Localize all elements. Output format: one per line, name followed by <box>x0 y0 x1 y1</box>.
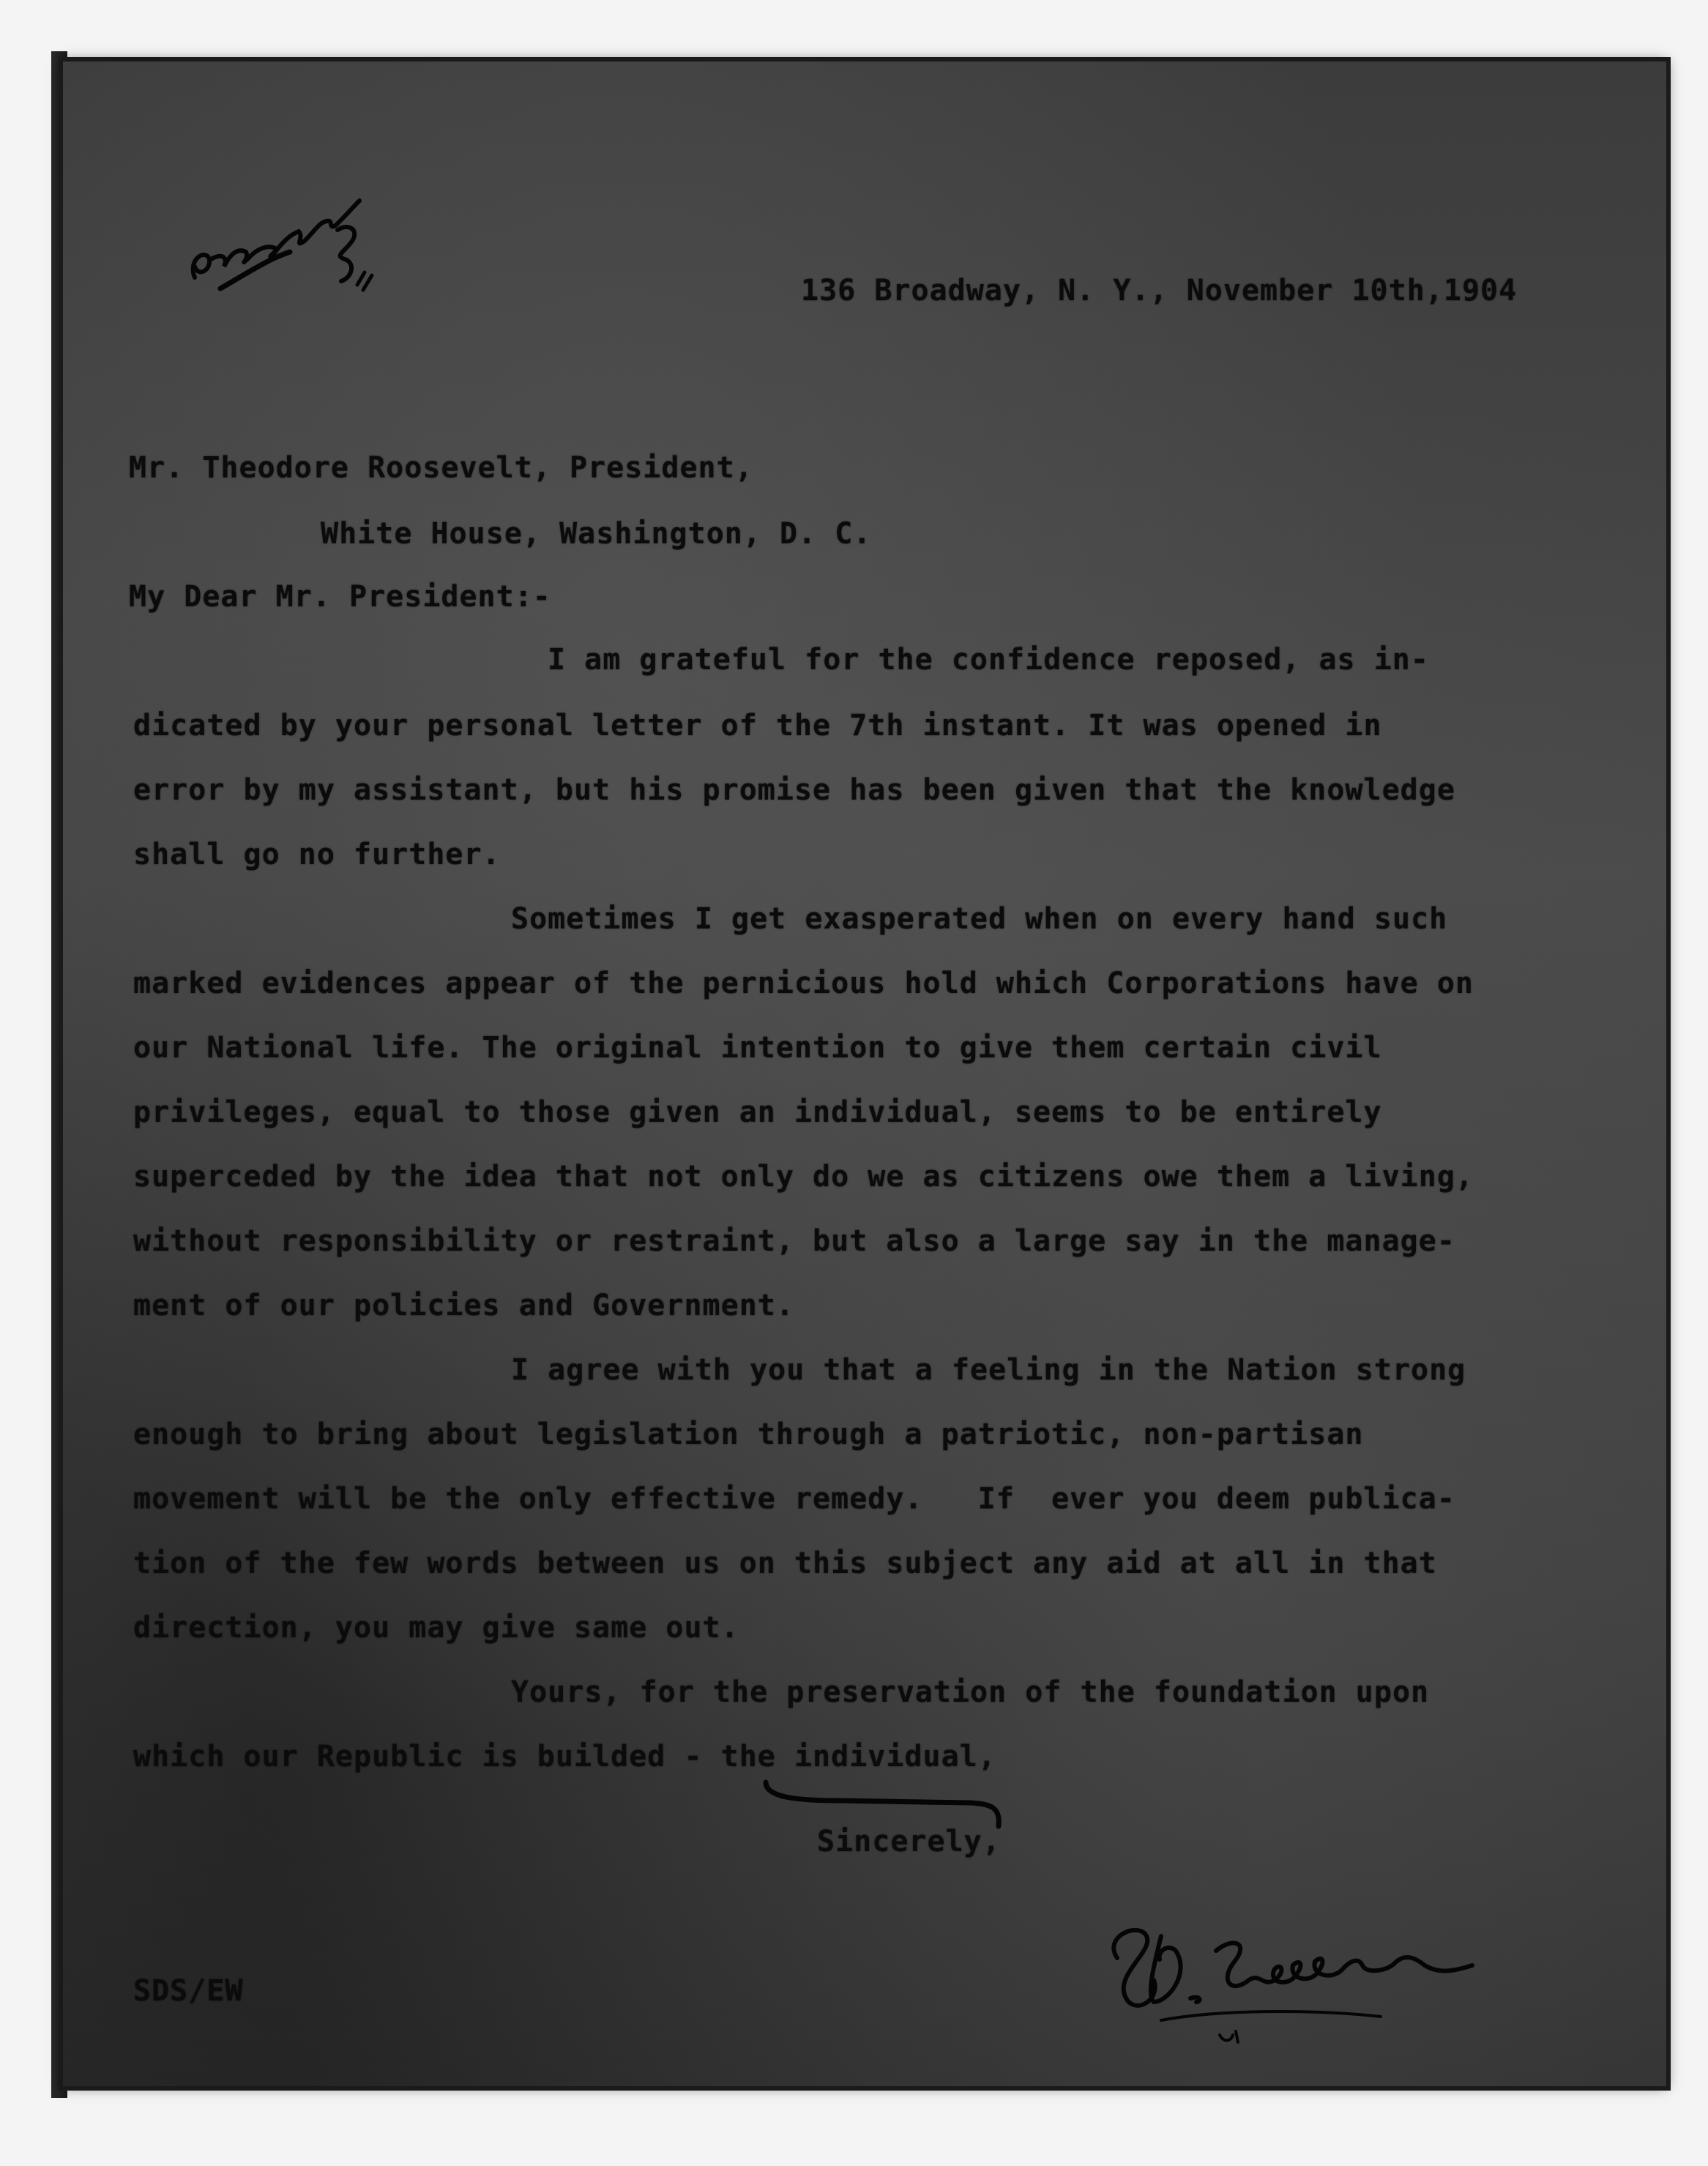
paragraph-2-line-3: our National life. The original intention to give them certain civil <box>133 1031 1382 1065</box>
paragraph-3-line-4: tion of the few words between us on this subject any aid at all in that <box>133 1547 1437 1580</box>
paragraph-1-line-2: dicated by your personal letter of the 7th instant. It was opened in <box>133 709 1382 743</box>
address-date-line: 136 Broadway, N. Y., November 10th,1904 <box>801 274 1518 308</box>
letter-sheet <box>63 62 1666 2086</box>
salutation: My Dear Mr. President:- <box>129 580 551 614</box>
paragraph-3-line-5: direction, you may give same out. <box>133 1611 739 1645</box>
paragraph-4-line-1: Yours, for the preservation of the foundation upon <box>511 1675 1430 1709</box>
typist-initials: SDS/EW <box>133 1974 244 2008</box>
paragraph-2-line-6: without responsibility or restraint, but also a large say in the manage- <box>133 1224 1455 1258</box>
paragraph-3-line-2: enough to bring about legislation through a patriotic, non-partisan <box>133 1418 1364 1451</box>
signature <box>1073 1892 1527 2053</box>
paragraph-1-line-3: error by my assistant, but his promise has been given that the knowledge <box>133 773 1455 807</box>
paragraph-3-line-3: movement will be the only effective remedy. If ever you deem publica- <box>133 1482 1455 1516</box>
paragraph-4-line-2: which our Republic is builded - the individual, <box>133 1740 996 1774</box>
paragraph-2-line-7: ment of our policies and Government. <box>133 1289 794 1322</box>
paragraph-3-line-1: I agree with you that a feeling in the Nation strong <box>511 1353 1466 1387</box>
paragraph-2-line-2: marked evidences appear of the pernicious hold which Corporations have on <box>133 967 1474 1000</box>
recipient-line-2: White House, Washington, D. C. <box>321 517 872 551</box>
paragraph-2-line-1: Sometimes I get exasperated when on every hand such <box>511 902 1448 936</box>
paragraph-2-line-4: privileges, equal to those given an individual, seems to be entirely <box>133 1095 1382 1129</box>
paragraph-1-line-1: I am grateful for the confidence reposed, as in- <box>548 643 1429 677</box>
paragraph-2-line-5: superceded by the idea that not only do we as citizens owe them a living, <box>133 1160 1474 1194</box>
recipient-line-1: Mr. Theodore Roosevelt, President, <box>129 451 753 485</box>
closing: Sincerely, <box>817 1825 1001 1858</box>
personal-handwritten-annotation <box>165 149 400 325</box>
paragraph-1-line-4: shall go no further. <box>133 838 501 871</box>
